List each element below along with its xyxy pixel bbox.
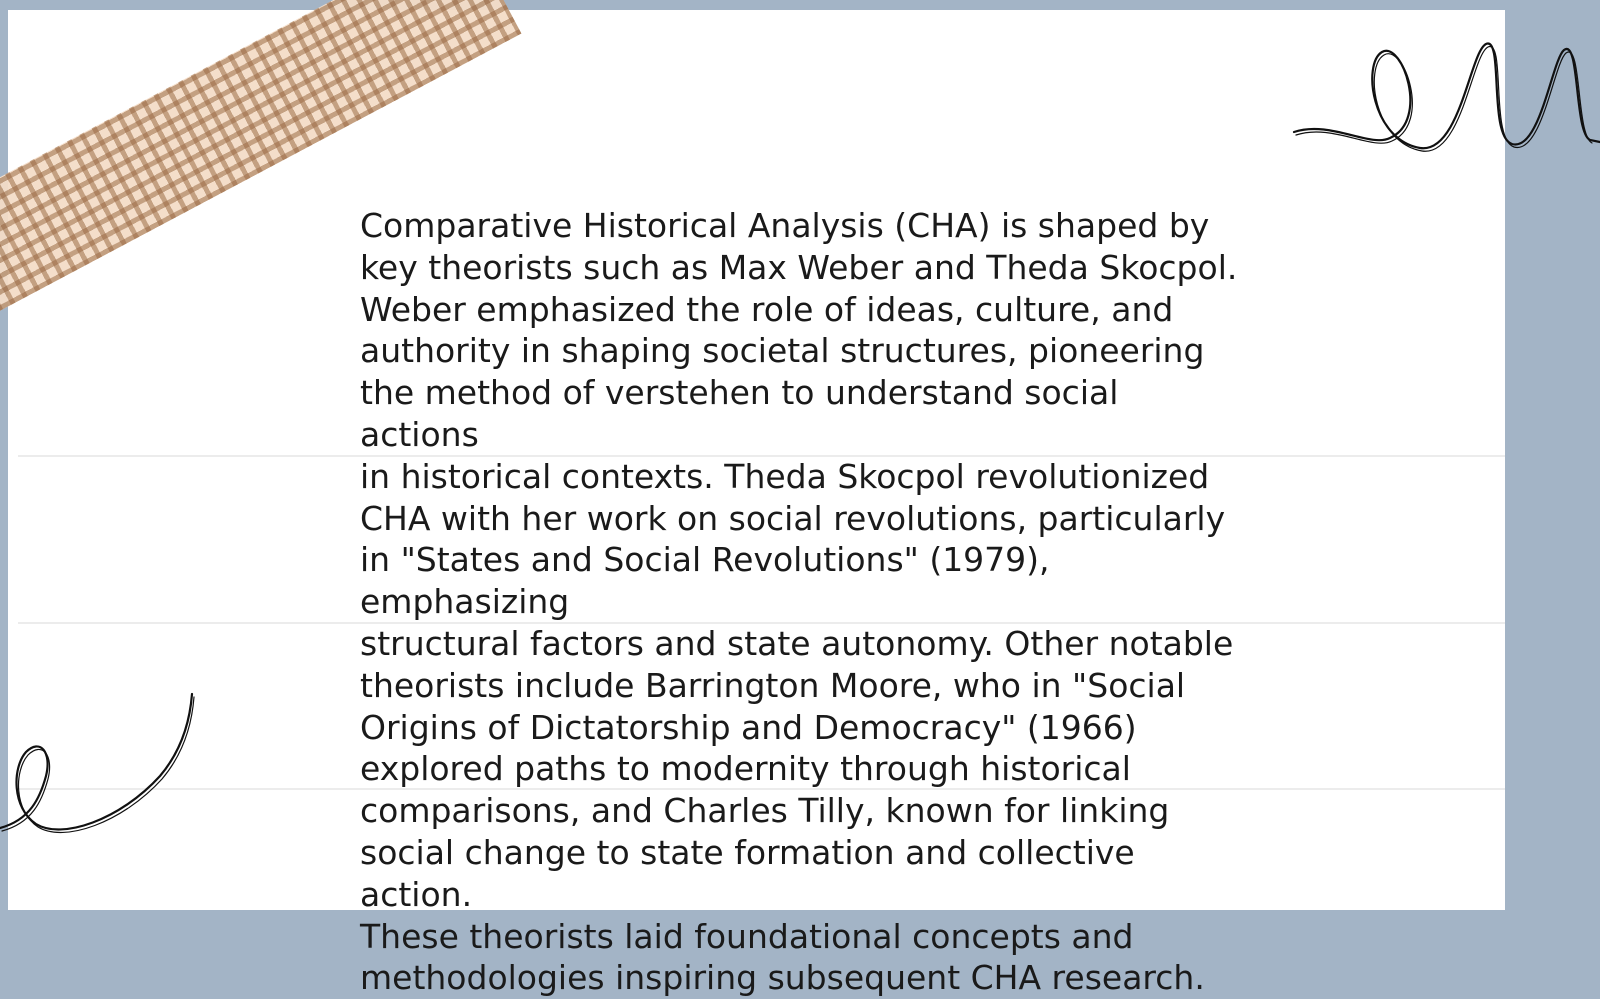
body-paragraph: Comparative Historical Analysis (CHA) is shaped by key theorists such as Max Weber and Theda Skocpol. Weber emphasized the role of ideas, culture, and authority in shaping societal structures, pioneering the method of verstehen to understand social actions in historical contexts. Theda Skocpol revolutionized CHA with her work on social revolutions, particularly in "States and Social Revolutions" (1979), emphasizing structural factors and state autonomy. Other notable theorists include Barrington Moore, who in "Social Origins of Dictatorship and Democracy" (1966) explored paths to modernity through historical comparisons, and Charles Tilly, known for linking social change to state formation and collective action. These theorists laid foundational concepts and methodologies inspiring subsequent CHA research. (360, 206, 1238, 998)
loop-squiggle-icon (1290, 30, 1600, 165)
loop-swoosh-icon (0, 690, 200, 850)
